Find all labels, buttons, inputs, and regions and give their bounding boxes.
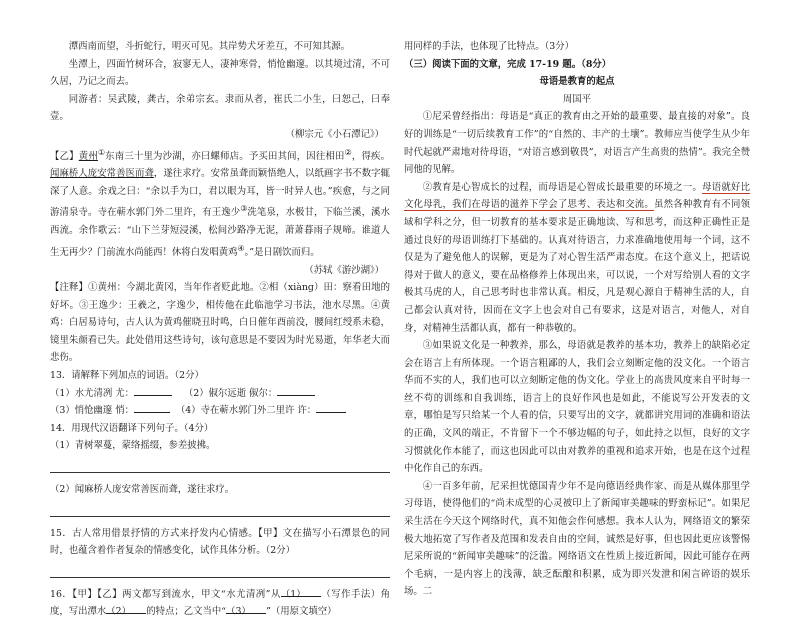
article-para-1: ①尼采曾经指出：母语是“真正的教育由之开始的最重要、最直接的对象”。良好的训练是“一切后续教育工作”的“自然的、丰产的土壤”。教师应当使学生从少年时代起就严肃地对待母语，“对语言感到敬畏”，对语言产生高贵的热情”。我完全赞同他的见解。 [404,111,750,176]
question-15: 15．古人常用借景抒情的方式来抒发内心情感。【甲】文在描写小石潭景色的同时，也蕴含着作者复杂的情感变化，试作具体分析。（2分） [50,527,390,557]
left-column [50,38,390,621]
passage-a-para-1: 潭西南而望，斗折蛇行，明灭可见。其岸势犬牙差互，不可知其源。 [68,41,351,52]
q13-answer-1[interactable] [134,385,172,396]
question-16 [50,586,390,621]
q16-blank-2-label: （2） [106,606,131,618]
q16-blank-1[interactable] [280,586,321,600]
article-para-2-text-a: ②教育是心智成长的过程，而母语是心智成长最重要的环境之一。 [422,181,703,193]
note-marker-1: ① [97,147,106,157]
passage-a-para-3: 同游者：吴武陵，龚古，余弟宗玄。隶而从者，崔氏二小生，曰恕己，曰奉壹。 [50,93,390,123]
q16-blank-2[interactable] [106,603,146,618]
q16-text-3: 的特点；乙文当中“ [146,606,227,618]
passage-a-source: （柳宗元《小石潭记》） [285,128,384,140]
article-author: 周国平 [562,93,592,105]
passage-b-text-5: 。”是日剧饮而归。 [244,246,320,258]
passage-a-para-2: 坐潭上，四面竹树环合，寂寥无人，凄神寒骨，悄怆幽邃。以其境过清，不可久居，乃记之而去。 [50,58,390,88]
question-14: 14．用现代汉语翻译下列句子。（4分） [50,422,214,434]
q13-answer-3[interactable] [134,402,170,413]
note-marker-4: ④ [237,243,245,253]
passage-b-place: 黄州 [78,150,98,162]
question-13-row-1 [50,385,390,403]
q16-blank-3[interactable] [226,603,266,618]
q13-item-4: （4）寺在蕲水郭门外二里许 许： [175,405,317,417]
article-para-2 [404,179,750,337]
article-para-3: ③如果说文化是一种教养，那么，母语就是教养的基本功，教养上的缺陷必定会在语言上有所体现。一个语言粗鄙的人，我们会立刻断定他的没文化。一个语言华而不实的人，我们也可以立刻断定他的伪文化。学业上的高贵风度来自平时每一丝不苟的训练和自我训练，语言上的良好作风也是如此，不能说写公开发表的文章，哪怕是写只给某一个人看的信，只要写出的文字，就都讲究用词的准确和语法的正确，文风的端正，不肯留下一个不够边幅的句子，如此持之以恒，良好的文字习惯就化作本能了，而这也因此可以由对教养的重视和追求开始，也是在这个过程中化作自己的东西。 [404,340,750,475]
passage-b-text-2: ，得疾。 [351,150,390,162]
question-14-1: （1）青树翠蔓，蒙络摇缀，参差披拂。 [50,440,216,452]
passage-b-underlined-sentence: 闻麻桥人庞安常善医而聋 [50,168,154,180]
q14-1-answer-line[interactable] [50,455,390,473]
annotations: 【注释】①黄州：今湖北黄冈，当年作者贬此地。②相（xiàng）田：察看田地的好坏。③王逸少：王羲之，字逸少，相传他在此临池学习书法，池水尽黑。④黄鸡：白居易诗句，古人认为黄鸡催晓丑时鸣，白日催年酉前没，腰间红绶系未稳，镜里朱颜看已失。此处借用这些诗句，该句意思是不要因为时光易逝，年华老大而悲伤。 [50,282,390,364]
passage-b-text-1: 东南三十里为沙湖，亦曰螺师店。予买田其间，因往相田 [105,150,345,162]
passage-b-text-3: ，遂往求疗。安常虽聋而颖悟绝人，以纸画字书不数字辄深了人意。余戏之曰：“余以手为口，君以眼为耳，皆一时异人也。”疾愈，与之同游清泉寺。寺在蕲水郭门外二里许，有王逸少 [50,168,390,219]
q16-text-2: （写作手法）角度，写出潭水 [50,588,390,618]
q16-blank-1-label: （1） [280,588,306,600]
q13-answer-4[interactable] [316,402,346,413]
q13-item-3: （3）悄怆幽邃 悄： [50,405,134,417]
article-title: 母语是教育的起点 [539,76,615,88]
note-marker-2: ② [344,147,352,157]
q13-answer-2[interactable] [277,385,315,396]
article-para-2-text-b: 虽然各种教育有不同领域和学科之分，但一切教育的基本要求是正确地读、写和思考，而这种正确性正是通过良好的母语训练打下基础的。认真对待语言，力求准确地使用每一个词，这不仅是为了避免他人的误解，更是为了对心智生活严肃态度。在这个意义上，把话说得对于做人的意义，要在品格修养上体现出来，可以说，一个对写给别人看的文字极其马虎的人，自己思考时也非常认真。相反，凡是观心源自于精神生活的人，自己都会认真对待，因而在文字上也会对自己有要求，这是对语言，对他人，对自身，对精神生活都认真，都有一种恭敬的。 [404,199,750,334]
article-para-4: ④一百多年前，尼采担忧德国青少年不是向德语经典作家、而是从媒体那里学习母语，使得他们的“尚未成型的心灵被印上了新闻审美趣味的野蛮标记”。如果尼采生活在今天这个网络时代，真不知他会作何感想。我本人认为，网络语文的繁荣极大地拓宽了写作者及范围和发表自由的空间，诚然是好事，但也因此更应该警惕尼采所说的“新闻审美趣味”的泛滥。网络语文在性质上接近新闻，因此可能存在两个毛病，一是内容上的浅薄，缺乏酝酿和积累，成为即兴发泄和闲言碎语的娱乐场。二 [404,480,750,598]
note-marker-3: ③ [240,204,248,214]
question-13: 13．请解释下列加点的词语。（2分） [50,370,204,382]
section-three-heading: （三）阅读下面的文章，完成 17-19 题。（8分） [404,58,612,70]
question-14-2: （2）闻麻桥人庞安常善医而聋，遂往求疗。 [50,484,235,496]
passage-b-source: （苏轼《游沙湖》） [304,264,384,276]
q16-text-1: 16．【甲】【乙】两文都写到流水，甲文“水尤清冽”从 [50,588,281,600]
q15-answer-line[interactable] [50,560,390,578]
passage-b [50,144,390,262]
q16-blank-3-label: （3） [226,606,251,618]
passage-b-text-4: 洗笔泉，水极甘，下临兰溪，溪水西流。余作歌云：“山下兰芽短浸溪，松间沙路净无泥，萧萧暮雨子规啼。谁道人生无再少？门前流水尚能西！休将白发唱黄鸡 [50,207,390,258]
q13-item-2: （2）俶尔远逝 俶尔： [183,387,278,399]
article-para-2-underlined: 母语就好比文化母乳，我们在母语的滋养下学会了思考、表达和交流。 [404,181,750,211]
question-16-continued: 用同样的手法，也体现了比特点。（3分） [404,41,575,52]
passage-b-label: 【乙】 [50,150,79,162]
right-column [404,38,750,601]
q14-2-answer-line[interactable] [50,499,390,517]
question-13-row-2 [50,402,390,420]
q16-text-4: ”（用原文填空） [266,606,337,618]
q13-item-1: （1）水尤清冽 尤： [50,387,134,399]
